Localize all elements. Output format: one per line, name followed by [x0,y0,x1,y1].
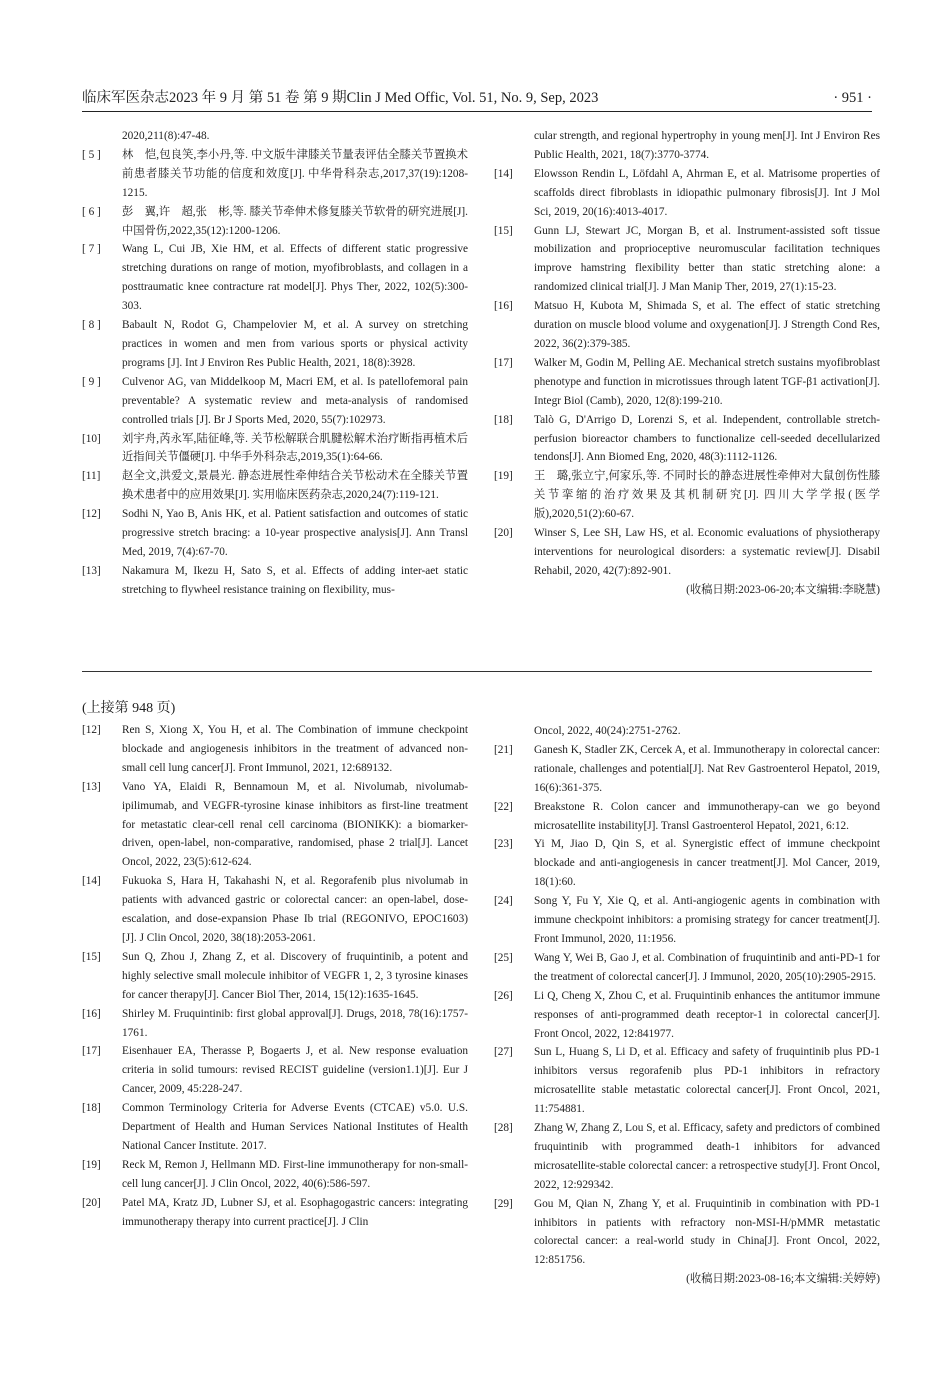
reference-text: Wang Y, Wei B, Gao J, et al. Combination of fruquintinib and anti-PD-1 for the treatment of colorectal cancer[J]. J Immunol, 2020, 205(10):2905-2915. [534,951,880,983]
reference-continuation: cular strength, and regional hypertrophy in young men[J]. Int J Environ Res Public Health, 2021, 18(7):3770-3774. [534,130,880,161]
reference-item [82,467,468,505]
reference-number: [19] [82,1158,101,1171]
reference-list [494,741,880,1270]
reference-item [82,721,468,778]
reference-item [494,892,880,949]
reference-item [82,203,468,241]
reference-number: [18] [82,1102,101,1115]
reference-number: [24] [494,895,513,908]
reference-text: Sodhi N, Yao B, Anis HK, et al. Patient satisfaction and outcomes of static progressive stretch bracing: a 10-year prospective analysis[J]. Ann Transl Med, 2019, 7(4):67-70. [122,508,468,558]
reference-number: [15] [494,224,513,237]
reference-text: Winser S, Lee SH, Law HS, et al. Economic evaluations of physiotherapy interventions for neurological disorders: a systematic review[J]. Disabil Rehabil, 2020, 42(7):892-901. [534,527,880,577]
reference-item [82,316,468,373]
top-left-column [82,127,468,600]
bottom-right-column [494,722,880,1289]
reference-number: [13] [82,564,101,577]
reference-item [494,165,880,222]
reference-item [82,146,468,203]
reference-text: Walker M, Godin M, Pelling AE. Mechanical stretch sustains myofibroblast phenotype and function in microtissues through latent TGF-β1 activation[J]. Integr Biol (Camb), 2020, 12(8):199-210. [534,356,880,407]
reference-item [82,1194,468,1232]
reference-text: Common Terminology Criteria for Adverse Events (CTCAE) v5.0. U.S. Department of Health and Human Services National Institutes of Health National Cancer Institute. 2017. [122,1102,468,1152]
reference-item [82,1156,468,1194]
reference-item [494,354,880,411]
top-right-column [494,127,880,600]
reference-item [82,1042,468,1099]
reference-number: [17] [82,1045,101,1058]
page-number: · 951 · [833,90,872,106]
reference-number: [14] [82,875,101,888]
reference-text: Wang L, Cui JB, Xie HM, et al. Effects of different static progressive stretching durations on range of motion, myofibroblasts, and collagen in a posttraumatic knee contracture rat model[J]. Phys Ther, 2022, 102(5):300-303. [122,243,468,313]
reference-text: 刘宇舟,芮永军,陆征峰,等. 关节松解联合肌腱松解术治疗断指再植术后近指间关节僵硬[J]. 中华手外科杂志,2019,35(1):64-66. [122,432,468,464]
reference-text: Talò G, D'Arrigo D, Lorenzi S, et al. Independent, controllable stretch-perfusion bioreactor chambers to functionalize cell-seeded decellularized tendons[J]. Ann Biomed Eng, 2020, 48(3):1112-1126. [534,413,880,464]
reference-item [494,835,880,892]
reference-item [494,1119,880,1195]
reference-text: Nakamura M, Ikezu H, Sato S, et al. Effects of adding inter-aet static stretching to flywheel resistance training on flexibility, mus- [122,564,468,596]
reference-text: Ganesh K, Stadler ZK, Cercek A, et al. Immunotherapy in colorectal cancer: rationale, challenges and potential[J]. Nat Rev Gastroenterol Hepatol, 2019, 16(6):361-375. [534,743,880,794]
reference-item [82,373,468,430]
reference-text: Shirley M. Fruquintinib: first global approval[J]. Drugs, 2018, 78(16):1757-1761. [122,1007,468,1039]
reference-number: [20] [494,527,513,540]
running-header [82,86,872,107]
reference-item [494,411,880,468]
reference-text: 彭 翼,许 超,张 彬,等. 膝关节牵伸术修复膝关节软骨的研究进展[J]. 中国骨伤,2022,35(12):1200-1206. [122,205,468,237]
reference-item [82,562,468,600]
reference-number: [19] [494,470,513,483]
reference-text: Matsuo H, Kubota M, Shimada S, et al. The effect of static stretching duration on muscle blood volume and oxygenation[J]. J Strength Cond Res, 2022, 36(2):379-385. [534,300,880,350]
reference-number: [21] [494,743,513,756]
reference-number: [ 8 ] [82,319,101,332]
reference-item [82,1099,468,1156]
reference-number: [28] [494,1122,513,1135]
reference-continuation: Oncol, 2022, 40(24):2751-2762. [534,725,681,737]
reference-number: [ 7 ] [82,243,101,256]
reference-number: [ 5 ] [82,148,101,161]
reference-number: [27] [494,1046,513,1059]
reference-number: [29] [494,1197,513,1210]
reference-text: Culvenor AG, van Middelkoop M, Macri EM, et al. Is patellofemoral pain preventable? A systematic review and meta-analysis of randomised controlled trials [J]. Br J Sports Med, 2020, 55(7):102973. [122,375,468,426]
reference-continuation: 2020,211(8):47-48. [122,130,210,142]
reference-number: [16] [494,300,513,313]
reference-item [494,524,880,581]
reference-item [82,240,468,316]
reference-item [494,1043,880,1119]
reference-item [82,505,468,562]
reference-text: Sun L, Huang S, Li D, et al. Efficacy and safety of fruquintinib plus PD-1 inhibitors versus regorafenib plus PD-1 inhibitors in refractory microsatellite stable metastatic colorectal cancer[J]. Front Oncol, 2021, 11:754881. [534,1046,880,1116]
reference-list [494,165,880,581]
reference-number: [22] [494,800,513,813]
reference-number: [14] [494,167,513,180]
reference-item [494,987,880,1044]
reference-text: Yi M, Jiao D, Qin S, et al. Synergistic effect of immune checkpoint blockade and anti-angiogenesis in cancer treatment[J]. Mol Cancer, 2019, 18(1):60. [534,838,880,889]
reference-text: 王 璐,张立宁,何家乐,等. 不同时长的静态进展性牵伸对大鼠创伤性膝关节挛缩的治疗效果及其机制研究[J]. 四川大学学报(医学版),2020,51(2):60-67. [534,470,880,521]
reference-text: Li Q, Cheng X, Zhou C, et al. Fruquintinib enhances the antitumor immune responses of anti-programmed death receptor-1 in colorectal cancer[J]. Front Oncol, 2022, 12:841977. [534,989,880,1040]
reference-text: Sun Q, Zhou J, Zhang Z, et al. Discovery of fruquintinib, a potent and highly selective small molecule inhibitor of VEGFR 1, 2, 3 tyrosine kinases for cancer therapy[J]. Cancer Biol Ther, 2014, 15(12):1635-1645. [122,950,468,1001]
reference-text: Babault N, Rodot G, Champelovier M, et al. A survey on stretching practices in women and men from various sports or physical activity programs [J]. Int J Environ Res Public Health, 2021, 18(8):3928. [122,319,468,369]
reference-text: 赵全文,洪爱文,景晨光. 静态进展性牵伸结合关节松动术在全膝关节置换术患者中的应用效果[J]. 实用临床医药杂志,2020,24(7):119-121. [122,470,468,502]
reference-list [82,146,468,600]
reference-text: Eisenhauer EA, Therasse P, Bogaerts J, et al. New response evaluation criteria in solid tumours: revised RECIST guideline (version1.1)[J]. Eur J Cancer, 2009, 45:228-247. [122,1045,468,1096]
reference-text: Zhang W, Zhang Z, Lou S, et al. Efficacy, safety and predictors of combined fruquintinib with programmed death-1 inhibitors for advanced microsatellite-stable colorectal cancer: a retrospective study[J]. Front Oncol, 2022, 12:929342. [534,1122,880,1191]
reference-text: Song Y, Fu Y, Xie Q, et al. Anti-angiogenic agents in combination with immune checkpoint inhibitors: a promising strategy for cancer treatment[J]. Front Immunol, 2020, 11:1956. [534,895,880,945]
bottom-left-column [82,698,468,1231]
section-divider [82,671,872,672]
reference-text: Breakstone R. Colon cancer and immunotherapy-can we go beyond microsatellite instability[J]. Transl Gastroenterol Hepatol, 2021, 6:12. [534,800,880,832]
reference-text: Ren S, Xiong X, You H, et al. The Combination of immune checkpoint blockade and angiogenesis inhibitors in the treatment of advanced non-small cell lung cancer[J]. Front Immunol, 2021, 12:689132. [122,724,468,774]
reference-item [82,948,468,1005]
reference-item [82,778,468,873]
reference-number: [20] [82,1196,101,1209]
issue-en: Clin J Med Offic, Vol. 51, No. 9, Sep, 2023 [346,90,599,106]
journal-name: 临床军医杂志 [82,90,169,106]
reference-number: [18] [494,413,513,426]
reference-item [494,741,880,798]
reference-text: Gunn LJ, Stewart JC, Morgan B, et al. Instrument-assisted soft tissue mobilization and proprioceptive neuromuscular facilitation techniques improve hamstring flexibility better than static stretching alone: a randomized clinical trial[J]. J Man Manip Ther, 2019, 27(1):15-23. [534,224,880,294]
reference-number: [ 6 ] [82,205,101,218]
reference-number: [17] [494,356,513,369]
reference-text: Gou M, Qian N, Zhang Y, et al. Fruquintinib in combination with PD-1 inhibitors in patients with refractory non-MSI-H/pMMR metastatic colorectal cancer: a real-world study in China[J]. Front Oncol, 2022, 12:851756. [534,1197,880,1267]
reference-number: [13] [82,780,101,793]
reference-list [82,721,468,1231]
reference-number: [12] [82,724,101,736]
reference-text: Elowsson Rendin L, Löfdahl A, Ahrman E, et al. Matrisome properties of scaffolds direct fibroblasts in idiopathic pulmonary fibrosis[J]. Int J Mol Sci, 2019, 20(16):4013-4017. [534,167,880,218]
reference-text: Patel MA, Kratz JD, Lubner SJ, et al. Esophagogastric cancers: integrating immunotherapy therapy into current practice[J]. J Clin [122,1196,468,1228]
reference-item [494,1195,880,1271]
reference-number: [10] [82,432,101,445]
reference-item [82,430,468,468]
reference-number: [26] [494,989,513,1002]
reference-item [494,949,880,987]
reference-item [494,222,880,298]
reference-item [82,872,468,948]
reference-text: Vano YA, Elaidi R, Bennamoun M, et al. Nivolumab, nivolumab-ipilimumab, and VEGFR-tyrosine kinase inhibitors as first-line treatment for metastatic clear-cell renal cell carcinoma (BIONIKK): a biomarker-driven, open-label, non-comparative, randomised, phase 2 trial[J]. Lancet Oncol, 2022, 23(5):612-624. [122,780,468,869]
continued-from-label: (上接第 948 页) [82,701,176,716]
reference-number: [11] [82,470,101,483]
received-date: (收稿日期:2023-08-16;本文编辑:关婷婷) [686,1273,880,1286]
reference-item [494,467,880,524]
received-date: (收稿日期:2023-06-20;本文编辑:李晓慧) [686,583,880,596]
reference-number: [16] [82,1007,101,1020]
reference-number: [23] [494,838,513,851]
reference-number: [12] [82,508,101,521]
reference-item [494,297,880,354]
issue-cn: 2023 年 9 月 第 51 卷 第 9 期 [169,90,347,106]
reference-text: Fukuoka S, Hara H, Takahashi N, et al. Regorafenib plus nivolumab in patients with advanced gastric or colorectal cancer: an open-label, dose-escalation, and dose-expansion Phase Ib trial (REGONIVO, EPOC1603) [J]. J Clin Oncol, 2020, 38(18):2053-2061. [122,875,468,944]
reference-number: [ 9 ] [82,375,101,388]
reference-item [494,798,880,836]
reference-text: Reck M, Remon J, Hellmann MD. First-line immunotherapy for non-small-cell lung cancer[J]. J Clin Oncol, 2022, 40(6):586-597. [122,1158,468,1190]
reference-item [82,1005,468,1043]
reference-text: 林 恺,包良笑,李小丹,等. 中文版牛津膝关节量表评估全膝关节置换术前患者膝关节功能的信度和效度[J]. 中华骨科杂志,2017,37(19):1208-1215. [122,148,468,199]
header-rule [82,111,872,112]
reference-number: [25] [494,951,513,964]
reference-number: [15] [82,950,101,963]
